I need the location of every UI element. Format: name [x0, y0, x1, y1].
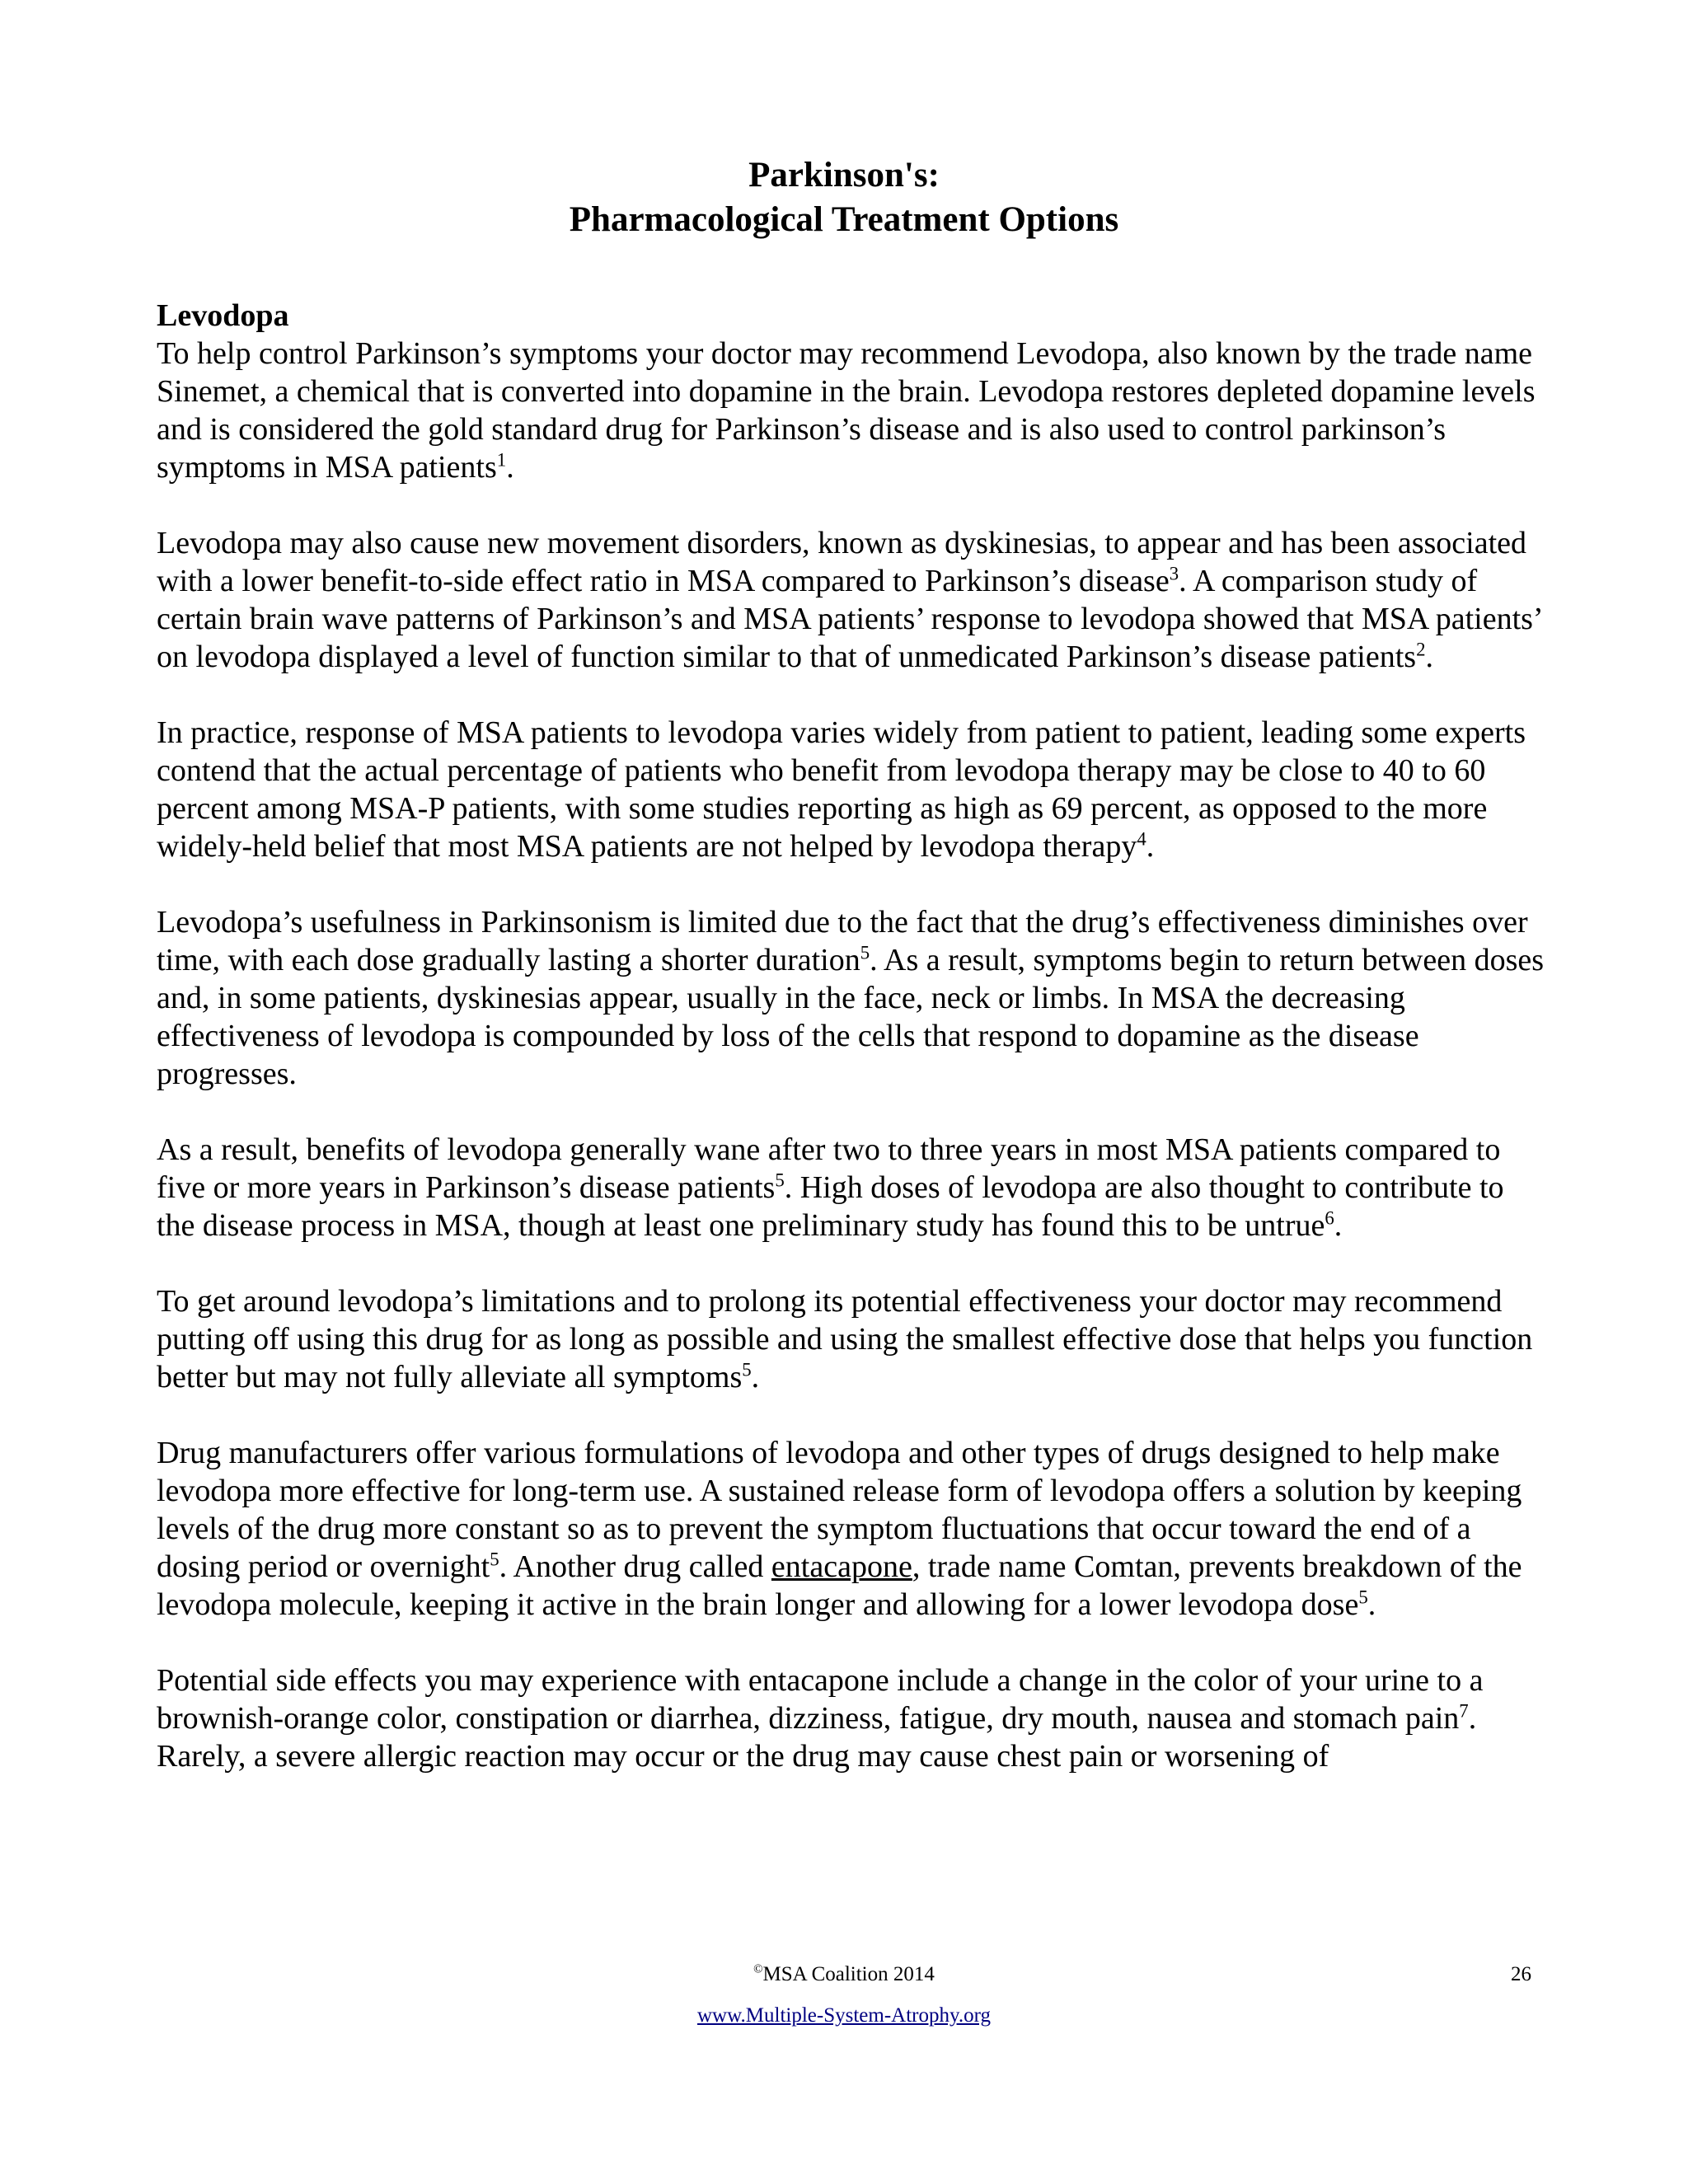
paragraph-text: Drug manufacturers offer various formulations of levodopa and other types of drugs designed to help make levodopa more effective for long-term use. A sustained release form of levodopa offers a solution by keeping levels of the drug more constant so as to prevent the symptom fluctuations that occur toward the end of a dosing period or overnight: [157, 1436, 1522, 1584]
paragraph-text: .: [1367, 1587, 1376, 1622]
paragraph-text: . As a result, symptoms begin to return between doses and, in some patients, dyskinesias appear, usually in the face, neck or limbs. In MSA the decreasing effectiveness of levodopa is compounded by loss of the cells that respond to dopamine as the disease progresses.: [157, 943, 1545, 1091]
citation-superscript: 4: [1137, 828, 1146, 850]
citation-superscript: 1: [496, 449, 507, 471]
paragraph-text: .: [751, 1360, 760, 1394]
paragraph-text: .: [1425, 640, 1433, 674]
citation-superscript: 5: [742, 1359, 752, 1380]
paragraph-text: , trade name Comtan, prevents breakdown of the levodopa molecule, keeping it active in the brain longer and allowing for a lower levodopa dose: [157, 1549, 1522, 1622]
citation-superscript: 2: [1416, 639, 1426, 660]
footer-link-container: [0, 2003, 1688, 2029]
citation-superscript: 6: [1325, 1207, 1334, 1229]
paragraph-5: [157, 1131, 1550, 1244]
paragraph-text: Levodopa’s usefulness in Parkinsonism is limited due to the fact that the drug’s effectiveness diminishes over time, with each dose gradually lasting a shorter duration: [157, 905, 1528, 977]
copyright-symbol: ©: [753, 1962, 763, 1976]
citation-superscript: 5: [490, 1549, 499, 1570]
title-line-1: Parkinson's:: [748, 156, 940, 194]
paragraph-7: [157, 1434, 1550, 1624]
page-title: [0, 153, 1688, 242]
copyright-text: MSA Coalition 2014: [762, 1963, 935, 1985]
paragraph-text: .: [1334, 1208, 1343, 1243]
section-heading: Levodopa: [157, 298, 289, 333]
paragraph-text: .: [506, 450, 514, 485]
paragraph-3: [157, 714, 1550, 865]
paragraph-text: Levodopa may also cause new movement disorders, known as dyskinesias, to appear and has been associated with a lower benefit-to-side effect ratio in MSA compared to Parkinson’s disease: [157, 526, 1527, 598]
paragraph-text: . Rarely, a severe allergic reaction may occur or the drug may cause chest pain or worsening of: [157, 1701, 1477, 1774]
paragraph-6: [157, 1282, 1550, 1396]
citation-superscript: 5: [860, 942, 870, 963]
paragraph-text: As a result, benefits of levodopa generally wane after two to three years in most MSA patients compared to five or more years in Parkinson’s disease patients: [157, 1132, 1501, 1205]
main-content: [157, 297, 1550, 1775]
paragraph-text: Potential side effects you may experience with entacapone include a change in the color of your urine to a brownish-orange color, constipation or diarrhea, dizziness, fatigue, dry mouth, nausea and stomach pain: [157, 1663, 1484, 1736]
citation-superscript: 3: [1169, 563, 1179, 584]
paragraph-text: . High doses of levodopa are also thought to contribute to the disease process in MSA, though at least one preliminary study has found this to be untrue: [157, 1170, 1504, 1243]
citation-superscript: 7: [1459, 1700, 1469, 1722]
citation-superscript: 5: [775, 1169, 785, 1191]
paragraph-2: [157, 524, 1550, 676]
title-line-2: Pharmacological Treatment Options: [569, 200, 1119, 239]
citation-superscript: 5: [1358, 1586, 1368, 1608]
page-number: 26: [1511, 1963, 1531, 1985]
paragraph-4: [157, 903, 1550, 1093]
paragraph-text: . A comparison study of certain brain wave patterns of Parkinson’s and MSA patients’ response to levodopa showed that MSA patients’ on levodopa displayed a level of function similar to that of unmedicated Parkinson’s disease patients: [157, 564, 1541, 674]
underlined-term-entacapone: entacapone: [771, 1549, 912, 1584]
paragraph-text: To get around levodopa’s limitations and to prolong its potential effectiveness your doctor may recommend putting off using this drug for as long as possible and using the smallest effective dose that helps you function better but may not fully alleviate all symptoms: [157, 1284, 1533, 1394]
paragraph-text: . Another drug called: [499, 1549, 771, 1584]
footer-copyright: [0, 1961, 1688, 1988]
paragraph-text: To help control Parkinson’s symptoms your doctor may recommend Levodopa, also known by the trade name Sinemet, a chemical that is converted into dopamine in the brain. Levodopa restores depleted dopamine levels and is considered the gold standard drug for Parkinson’s disease and is also used to control parkinson’s symptoms in MSA patients: [157, 336, 1536, 485]
paragraph-text: In practice, response of MSA patients to levodopa varies widely from patient to patient, leading some experts contend that the actual percentage of patients who benefit from levodopa therapy may be close to 40 to 60 percent among MSA-P patients, with some studies reporting as high as 69 percent, as opposed to the more widely-held belief that most MSA patients are not helped by levodopa therapy: [157, 715, 1526, 864]
paragraph-8: [157, 1661, 1550, 1775]
website-link[interactable]: www.Multiple-System-Atrophy.org: [697, 2004, 991, 2027]
paragraph-1: [157, 335, 1550, 486]
paragraph-text: .: [1146, 829, 1155, 864]
